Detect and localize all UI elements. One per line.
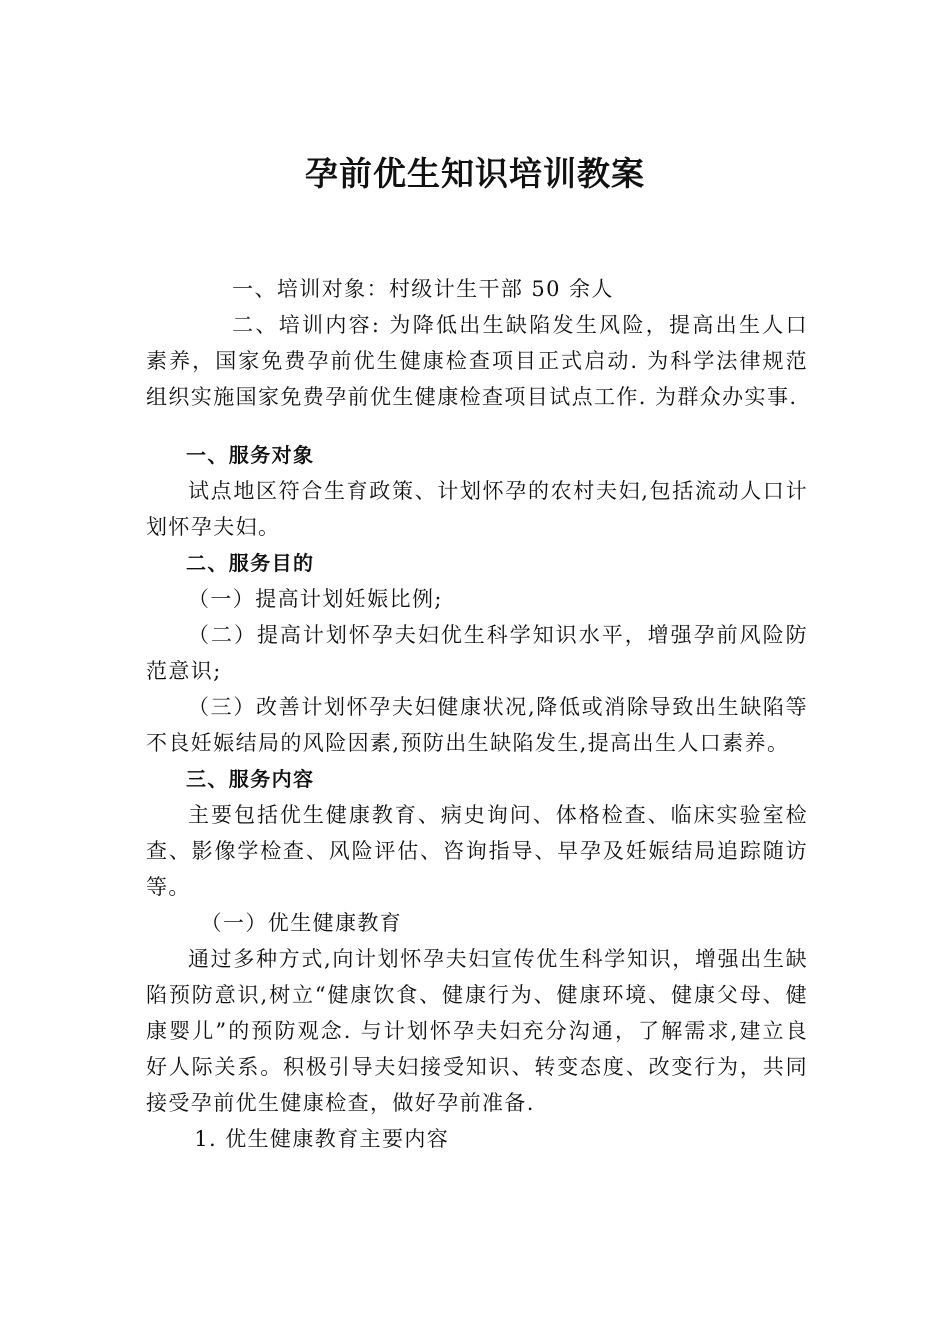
service-target-paragraph: 试点地区符合生育政策、计划怀孕的农村夫妇,包括流动人口计划怀孕夫妇。: [146, 479, 808, 539]
section-heading-service-content: 三、服务内容: [186, 767, 315, 791]
section-heading-service-purpose: 二、服务目的: [186, 551, 315, 575]
training-target-paragraph: 一、培训对象：村级计生干部 50 余人: [232, 277, 614, 301]
service-content-paragraph: 主要包括优生健康教育、病史询问、体格检查、临床实验室检查、影像学检查、风险评估、咨询指导、早孕及妊娠结局追踪随访等。: [146, 803, 808, 899]
section-heading-service-target: 一、服务对象: [186, 443, 315, 467]
purpose-item-3: （三）改善计划怀孕夫妇健康状况,降低或消除导致出生缺陷等不良妊娠结局的风险因素,预防出生缺陷发生,提高出生人口素养。: [146, 695, 808, 755]
purpose-item-2: （二）提高计划怀孕夫妇优生科学知识水平，增强孕前风险防范意识;: [146, 623, 808, 683]
document-body: [146, 271, 808, 1157]
health-education-paragraph: 通过多种方式,向计划怀孕夫妇宣传优生科学知识，增强出生缺陷预防意识,树立“健康饮食、健康行为、健康环境、健康父母、健康婴儿”的预防观念. 与计划怀孕夫妇充分沟通，了解需求,建立良好人际关系。积极引导夫妇接受知识、转变态度、改变行为，共同接受孕前优生健康检查，做好孕前准备.: [146, 947, 808, 1115]
training-content-paragraph: 二、培训内容: 为降低出生缺陷发生风险，提高出生人口素养，国家免费孕前优生健康检查项目正式启动. 为科学法律规范组织实施国家免费孕前优生健康检查项目试点工作. 为群众办实事.: [146, 313, 808, 409]
document-title: 孕前优生知识培训教案: [305, 154, 645, 193]
spacer: [146, 415, 808, 437]
subheading-health-education: （一）优生健康教育: [200, 911, 403, 935]
purpose-item-1: （一）提高计划妊娠比例;: [188, 587, 443, 611]
health-education-item-1: 1. 优生健康教育主要内容: [194, 1127, 450, 1151]
